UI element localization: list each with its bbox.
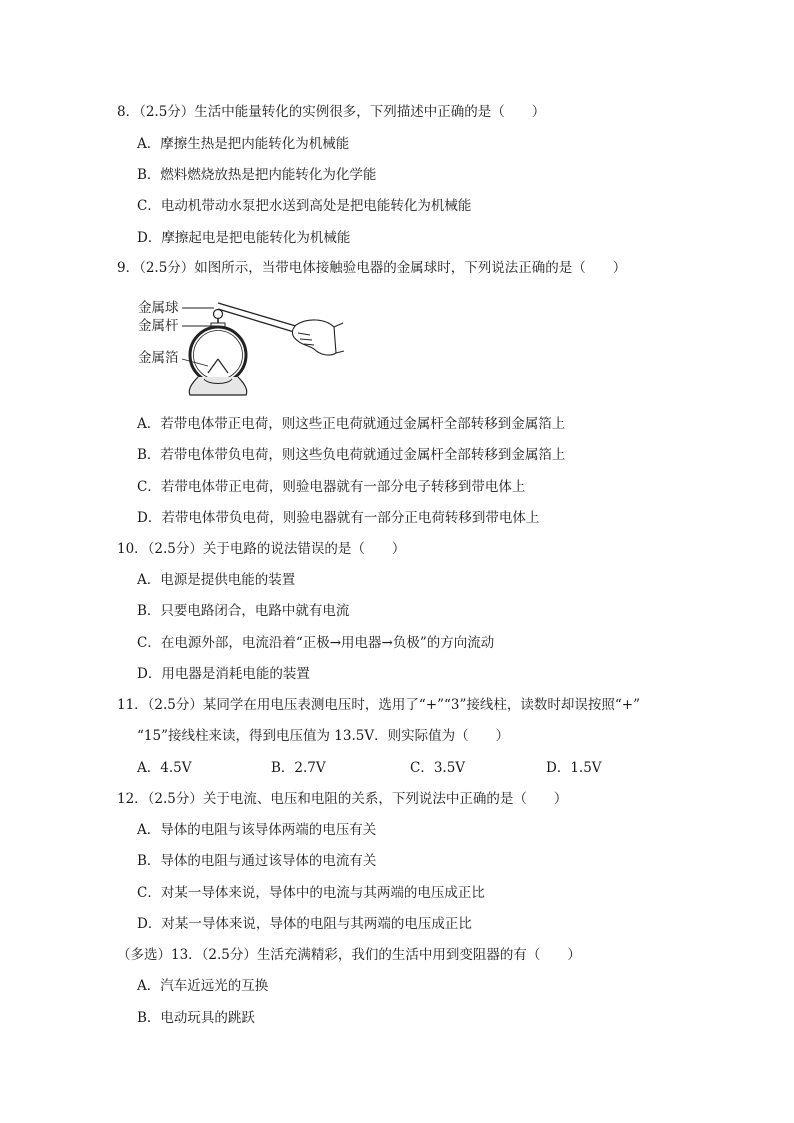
figure-label-metal-ball: 金属球 bbox=[138, 300, 179, 316]
question-10-option-c: C．在电源外部，电流沿着“正极→用电器→负极”的方向流动 bbox=[137, 635, 495, 651]
question-13-stem: （多选）13．（2.5分）生活充满精彩，我们的生活中用到变阻器的有（ ） bbox=[117, 947, 581, 963]
question-8-option-c: C．电动机带动水泵把水送到高处是把电能转化为机械能 bbox=[137, 198, 472, 214]
question-12-option-c: C．对某一导体来说，导体中的电流与其两端的电压成正比 bbox=[137, 885, 485, 901]
figure-label-metal-rod: 金属杆 bbox=[138, 318, 179, 334]
question-10-option-b: B．只要电路闭合，电路中就有电流 bbox=[137, 603, 350, 619]
question-12-option-b: B．导体的电阻与通过该导体的电流有关 bbox=[137, 853, 377, 869]
question-11-option-b: B．2.7V bbox=[271, 760, 326, 776]
question-8-stem: 8．（2.5分）生活中能量转化的实例很多，下列描述中正确的是（ ） bbox=[117, 104, 546, 120]
question-12-stem: 12．（2.5分）关于电流、电压和电阻的关系，下列说法中正确的是（ ） bbox=[117, 791, 568, 807]
electroscope-figure bbox=[138, 293, 348, 398]
question-13-option-a: A．汽车近远光的互换 bbox=[137, 978, 269, 994]
question-10-option-d: D．用电器是消耗电能的装置 bbox=[137, 666, 310, 682]
question-10-stem: 10．（2.5分）关于电路的说法错误的是（ ） bbox=[117, 541, 406, 557]
question-11-option-a: A．4.5V bbox=[137, 760, 192, 776]
question-10-option-a: A．电源是提供电能的装置 bbox=[137, 572, 296, 588]
question-9-option-a: A．若带电体带正电荷，则这些正电荷就通过金属杆全部转移到金属箔上 bbox=[137, 416, 566, 432]
question-9-option-b: B．若带电体带负电荷，则这些负电荷就通过金属杆全部转移到金属箔上 bbox=[137, 447, 566, 463]
question-11-option-d: D．1.5V bbox=[546, 760, 602, 776]
question-8-option-d: D．摩擦起电是把电能转化为机械能 bbox=[137, 230, 351, 246]
question-9-option-c: C．若带电体带正电荷，则验电器就有一部分电子转移到带电体上 bbox=[137, 479, 526, 495]
question-12-option-a: A．导体的电阻与该导体两端的电压有关 bbox=[137, 822, 377, 838]
question-11-stem-line2: “15”接线柱来读，得到电压值为 13.5V．则实际值为（ ） bbox=[137, 728, 510, 744]
question-8-option-b: B．燃料燃烧放热是把内能转化为化学能 bbox=[137, 167, 377, 183]
question-11-stem-line1: 11．（2.5分）某同学在用电压表测电压时，选用了“+”“3”接线柱，读数时却误按照“+” bbox=[117, 697, 641, 713]
question-11-option-c: C．3.5V bbox=[410, 760, 466, 776]
question-12-option-d: D．对某一导体来说，导体的电阻与其两端的电压成正比 bbox=[137, 916, 472, 932]
question-9-option-d: D．若带电体带负电荷，则验电器就有一部分正电荷转移到带电体上 bbox=[137, 510, 540, 526]
figure-label-metal-foil: 金属箔 bbox=[138, 350, 179, 366]
question-13-option-b: B．电动玩具的跳跃 bbox=[137, 1010, 255, 1026]
question-9-stem: 9．（2.5分）如图所示，当带电体接触验电器的金属球时，下列说法正确的是（ ） bbox=[117, 260, 627, 276]
question-8-option-a: A．摩擦生热是把内能转化为机械能 bbox=[137, 136, 350, 152]
